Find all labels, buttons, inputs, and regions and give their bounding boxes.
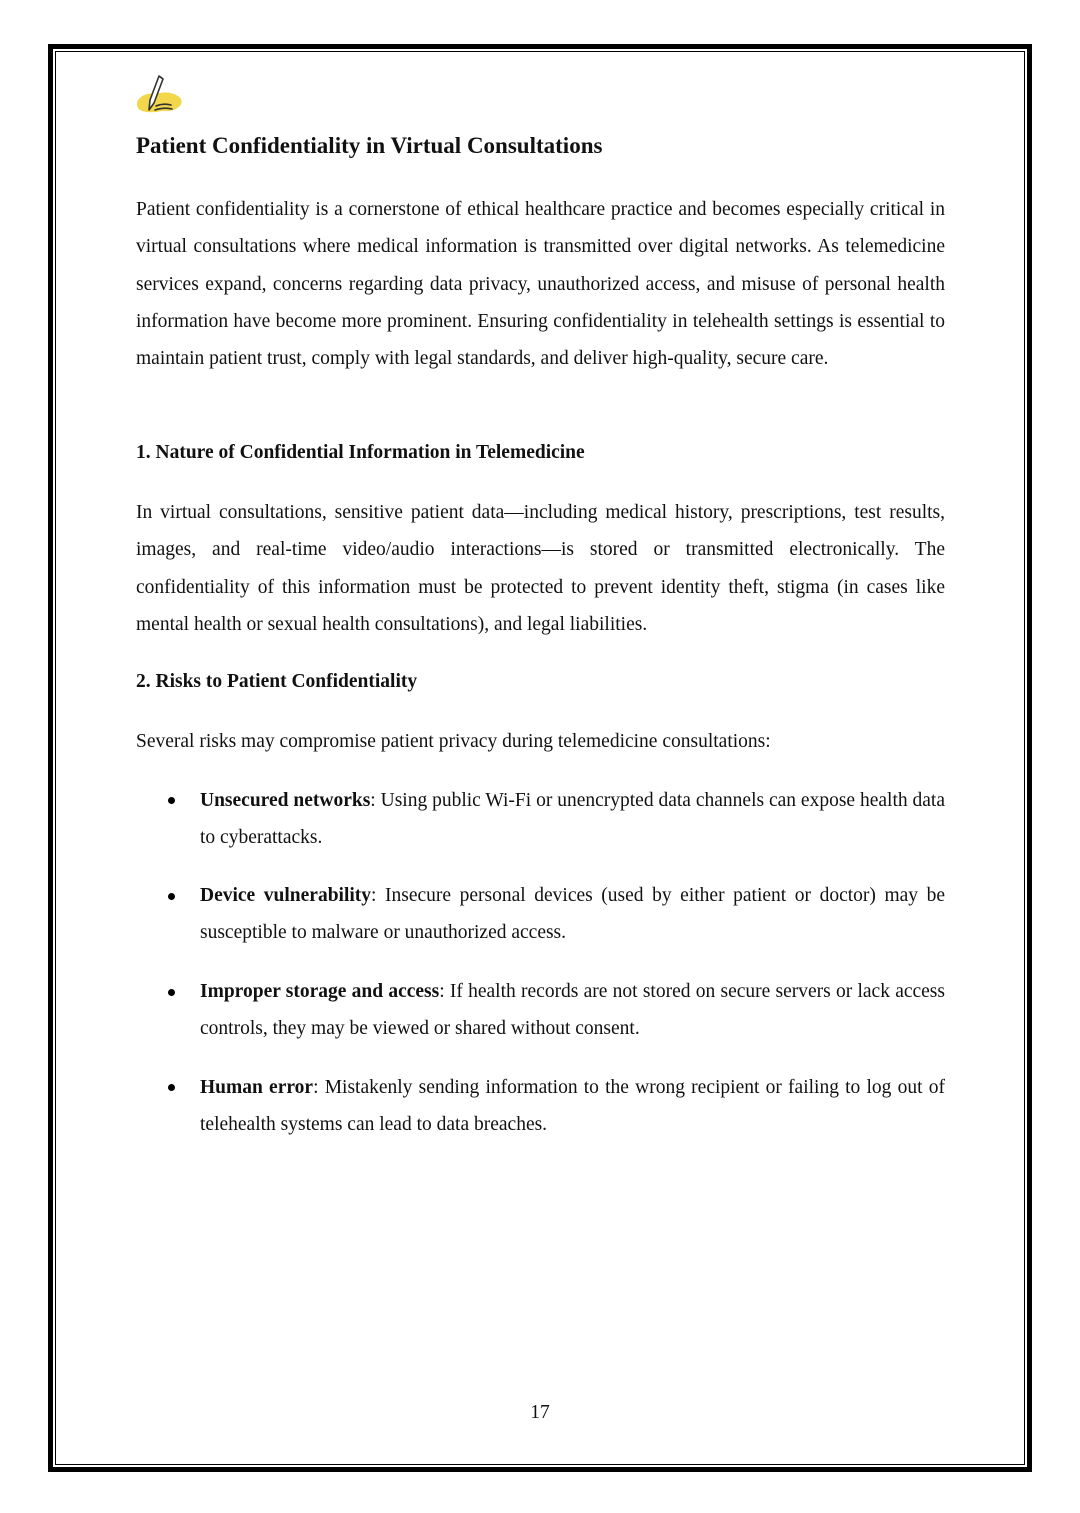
list-item xyxy=(200,1069,945,1144)
section1-paragraph: In virtual consultations, sensitive patient data—including medical history, prescriptions, test results, images, and real-time video/audio interactions—is stored or transmitted electronically. The confidentiality of this information must be protected to prevent identity theft, stigma (in cases like mental health or sexual health consultations), and legal liabilities. xyxy=(136,502,945,635)
list-item-term: Device vulnerability xyxy=(200,885,372,906)
list-item-text: : Using public Wi-Fi or unencrypted data channels can expose health data to cyberattacks. xyxy=(200,790,945,849)
intro-paragraph: Patient confidentiality is a cornerstone of ethical healthcare practice and becomes especially critical in virtual consultations where medical information is transmitted over digital networks. As telemedicine services expand, concerns regarding data privacy, unauthorized access, and misuse of personal health information have become more prominent. Ensuring confidentiality in telehealth settings is essential to maintain patient trust, comply with legal standards, and deliver high-quality, secure care. xyxy=(136,199,945,370)
bullet-icon xyxy=(168,1084,175,1091)
section2-heading: 2. Risks to Patient Confidentiality xyxy=(136,671,418,692)
pen-writing-icon xyxy=(134,70,186,118)
page-number: 17 xyxy=(530,1402,550,1423)
list-item-text: : If health records are not stored on secure servers or lack access controls, they may be viewed or shared without consent. xyxy=(200,981,945,1040)
section1-heading: 1. Nature of Confidential Information in Telemedicine xyxy=(136,442,585,463)
bullet-icon xyxy=(168,989,175,996)
list-item-text: : Mistakenly sending information to the wrong recipient or failing to log out of telehealth systems can lead to data breaches. xyxy=(200,1077,945,1136)
list-item-text: : Insecure personal devices (used by either patient or doctor) may be susceptible to malware or unauthorized access. xyxy=(200,885,945,944)
list-item-term: Unsecured networks xyxy=(200,790,371,811)
list-item xyxy=(200,782,945,857)
page-title: Patient Confidentiality in Virtual Consultations xyxy=(136,133,603,158)
bullet-icon xyxy=(168,893,175,900)
list-item-term: Improper storage and access xyxy=(200,981,440,1002)
list-item xyxy=(200,973,945,1048)
list-item-term: Human error xyxy=(200,1077,314,1098)
list-item xyxy=(200,877,945,952)
section2-intro: Several risks may compromise patient privacy during telemedicine consultations: xyxy=(136,731,771,752)
bullet-icon xyxy=(168,797,175,804)
